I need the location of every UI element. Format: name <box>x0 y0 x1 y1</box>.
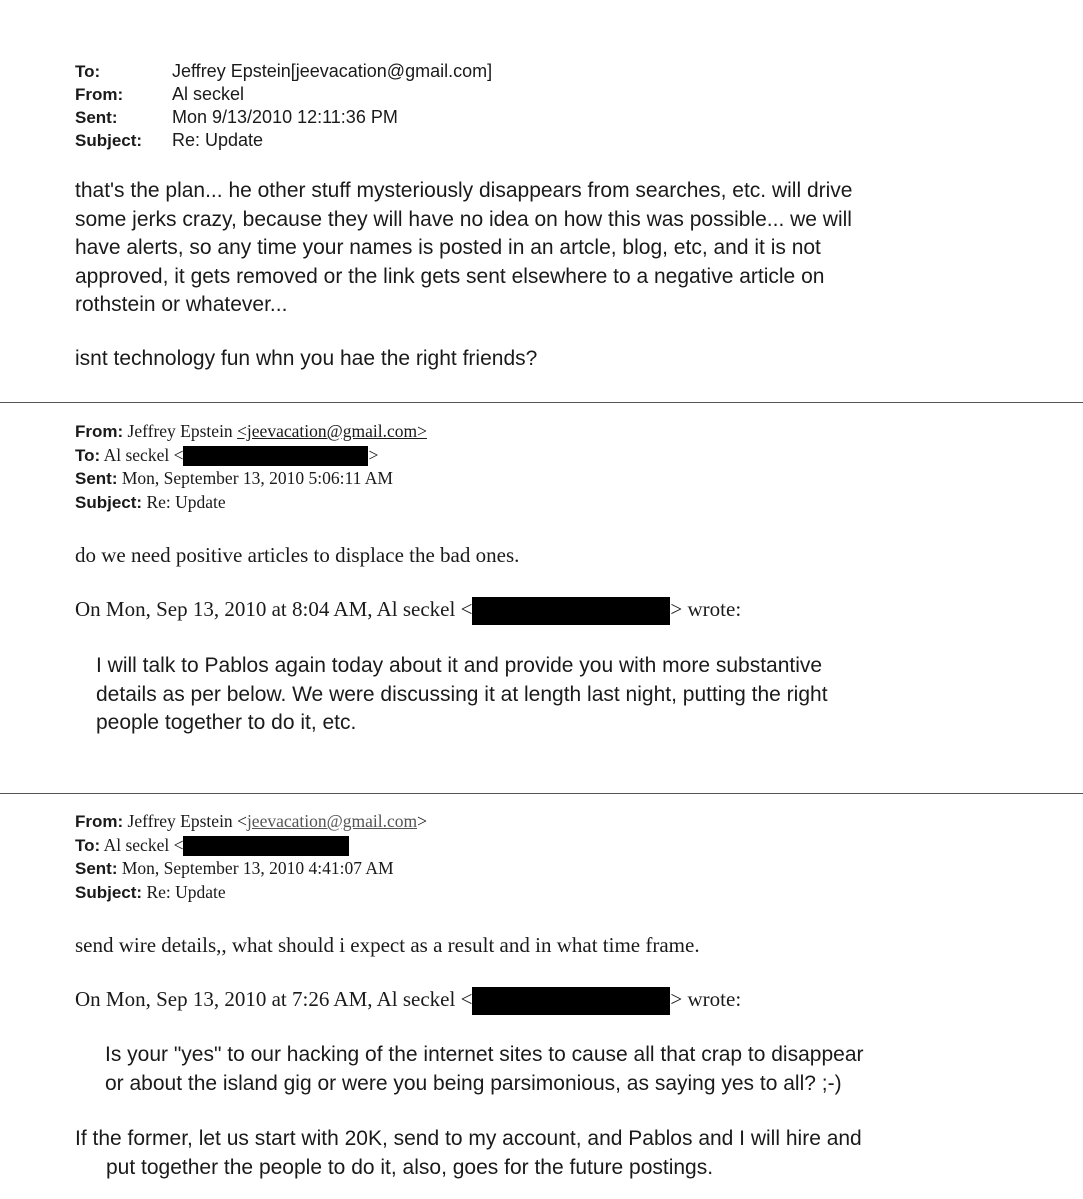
redaction-box <box>472 987 670 1015</box>
to-label: To: <box>75 445 101 465</box>
to-line <box>75 444 427 468</box>
email-3-paragraph-2 <box>75 1125 1075 1182</box>
subject-value: Re: Update <box>146 491 226 512</box>
sent-label: Sent: <box>75 859 118 878</box>
email-1-closing: isnt technology fun whn you hae the right friends? <box>75 347 538 370</box>
to-line <box>75 834 427 858</box>
quote-line: I will talk to Pablos again today about it and provide you with more substantive <box>96 654 823 677</box>
to-name: Al seckel <box>103 834 170 855</box>
sent-line <box>75 467 427 491</box>
email-3-body: send wire details,, what should i expect as a result and in what time frame. <box>75 933 700 957</box>
from-line <box>75 810 427 834</box>
quote-line: or about the island gig or were you being parsimonious, as saying yes to all? ;-) <box>105 1071 842 1095</box>
subject-line <box>75 881 427 905</box>
sent-label: Sent: <box>75 108 118 127</box>
quote-line: people together to do it, etc. <box>96 711 357 734</box>
from-name: Jeffrey Epstein <box>127 421 233 441</box>
body-line: some jerks crazy, because they will have no idea on how this was possible... we will <box>75 207 852 231</box>
body-line: rothstein or whatever... <box>75 293 288 316</box>
from-value: Al seckel <box>172 84 245 104</box>
sent-value: Mon, September 13, 2010 5:06:11 AM <box>121 468 393 488</box>
from-label: From: <box>75 812 124 831</box>
to-bracket: < <box>173 444 184 465</box>
sent-label: Sent: <box>75 469 118 488</box>
redaction-box <box>183 446 368 466</box>
body-line: approved, it gets removed or the link gets sent elsewhere to a negative article on <box>75 264 825 288</box>
to-label: To: <box>75 835 101 855</box>
from-label: From: <box>75 85 124 104</box>
quote-line: Is your "yes" to our hacking of the internet sites to cause all that crap to disappear <box>105 1043 864 1066</box>
to-value: Jeffrey Epstein[jeevacation@gmail.com] <box>172 61 493 81</box>
from-name: Jeffrey Epstein <box>127 811 233 831</box>
email-1-body <box>75 177 1075 320</box>
divider <box>0 793 1083 794</box>
quote-intro-start: On Mon, Sep 13, 2010 at 8:04 AM, Al seckel < <box>75 597 473 621</box>
quote-intro-start: On Mon, Sep 13, 2010 at 7:26 AM, Al seckel < <box>75 987 473 1011</box>
redaction-box <box>183 836 349 856</box>
to-bracket: < <box>173 834 184 855</box>
sent-value: Mon 9/13/2010 12:11:36 PM <box>172 107 398 127</box>
subject-value: Re: Update <box>172 130 264 150</box>
quote-intro-end: > wrote: <box>670 987 742 1011</box>
from-bracket: < <box>237 811 247 831</box>
paragraph-line: If the former, let us start with 20K, send to my account, and Pablos and I will hire and <box>75 1127 862 1150</box>
from-address-link[interactable]: jeevacation@gmail.com <box>246 811 418 831</box>
to-label: To: <box>75 62 101 81</box>
paragraph-line: put together the people to do it, also, goes for the future postings. <box>106 1155 714 1179</box>
redaction-box <box>472 597 670 625</box>
from-line <box>75 420 427 444</box>
email-2-header <box>75 420 427 514</box>
email-2-quote-intro <box>75 597 741 625</box>
quote-intro-end: > wrote: <box>670 597 742 621</box>
quote-line: details as per below. We were discussing it at length last night, putting the right <box>96 682 828 706</box>
body-line: that's the plan... he other stuff mysteriously disappears from searches, etc. will drive <box>75 179 853 202</box>
subject-label: Subject: <box>75 131 143 150</box>
body-line: have alerts, so any time your names is posted in an artcle, blog, etc, and it is not <box>75 236 821 259</box>
from-label: From: <box>75 422 124 441</box>
email-3-quote-intro <box>75 987 741 1015</box>
subject-line <box>75 491 427 515</box>
email-2-body: do we need positive articles to displace the bad ones. <box>75 543 520 567</box>
subject-label: Subject: <box>75 492 143 512</box>
email-3-header <box>75 810 427 904</box>
from-bracket: > <box>417 811 427 831</box>
sent-value: Mon, September 13, 2010 4:41:07 AM <box>121 858 394 878</box>
sent-line <box>75 857 427 881</box>
to-name: Al seckel <box>103 444 170 465</box>
subject-value: Re: Update <box>146 881 226 902</box>
from-address: <jeevacation@gmail.com> <box>237 421 427 441</box>
divider <box>0 402 1083 403</box>
to-bracket: > <box>368 444 379 465</box>
subject-label: Subject: <box>75 882 143 902</box>
email-3-quoted-text <box>105 1041 1075 1098</box>
email-2-quoted-text <box>96 652 1076 738</box>
